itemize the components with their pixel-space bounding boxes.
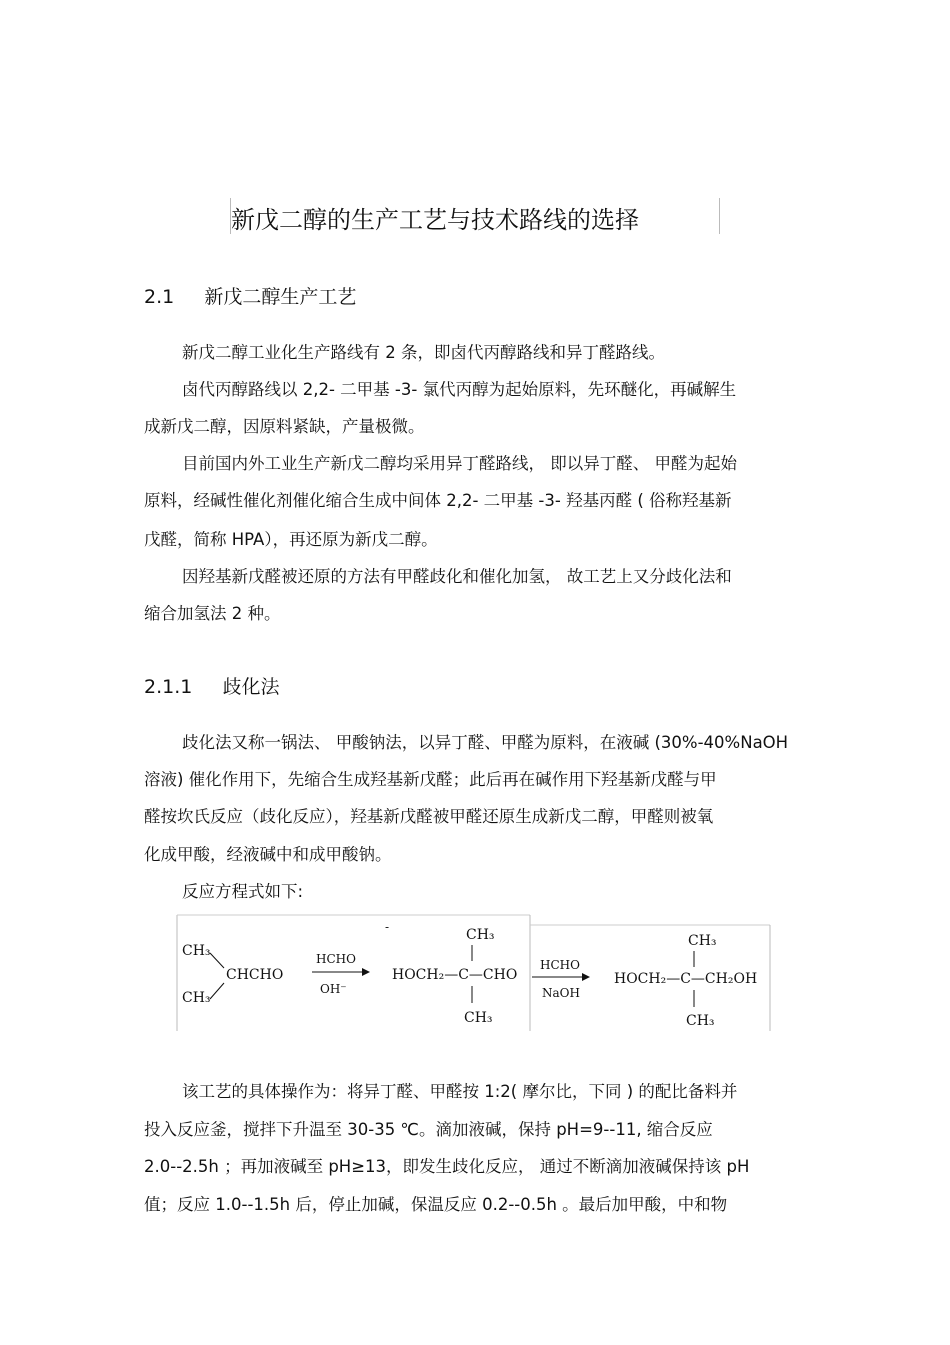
reactant-methyl-top: CH₃ — [182, 943, 211, 959]
reaction-equation-figure — [176, 913, 772, 1031]
paragraph-line: 成新戊二醇，因原料紧缺，产量极微。 — [144, 417, 425, 436]
reactant-bond-bottom — [210, 983, 224, 999]
intermediate-main: HOCH₂—C—CHO — [392, 967, 518, 983]
paragraph-line: 新戊二醇工业化生产路线有 2 条，即卤代丙醇路线和异丁醛路线。 — [182, 343, 665, 362]
stray-mark: - — [385, 920, 390, 934]
product-methyl-bottom: CH₃ — [686, 1013, 715, 1029]
arrow1-head — [362, 968, 370, 976]
product-methyl-top: CH₃ — [688, 933, 717, 949]
paragraph-line: 醛按坎氏反应（歧化反应），羟基新戊醛被甲醛还原生成新戊二醇，甲醛则被氧 — [144, 807, 714, 826]
paragraph-line: 2.0--2.5h ；再加液碱至 pH≥13，即发生歧化反应， 通过不断滴加液碱保持该 pH — [144, 1157, 750, 1176]
arrow2-head — [582, 973, 590, 981]
paragraph-line: 目前国内外工业生产新戊二醇均采用异丁醛路线， 即以异丁醛、 甲醛为起始 — [182, 454, 737, 473]
section-number: 2.1 — [144, 286, 175, 308]
paragraph-line: 因羟基新戊醛被还原的方法有甲醛歧化和催化加氢， 故工艺上又分歧化法和 — [182, 567, 732, 586]
intermediate-methyl-top: CH₃ — [466, 927, 495, 943]
reactant-bond-top — [210, 953, 224, 968]
paragraph-line: 溶液) 催化作用下，先缩合生成羟基新戊醛；此后再在碱作用下羟基新戊醛与甲 — [144, 770, 717, 789]
product-main: HOCH₂—C—CH₂OH — [614, 971, 758, 987]
reaction-equation-svg — [176, 913, 772, 1031]
paragraph-line: 反应方程式如下: — [182, 882, 304, 901]
arrow1-reagent-bottom: OH⁻ — [320, 982, 347, 996]
document-title: 新戊二醇的生产工艺与技术路线的选择 — [231, 206, 639, 234]
intermediate-methyl-bottom: CH₃ — [464, 1010, 493, 1026]
arrow1-reagent-top: HCHO — [316, 952, 356, 966]
paragraph-line: 歧化法又称一锅法、 甲酸钠法，以异丁醛、甲醛为原料，在液碱 (30%-40%NaOH — [182, 733, 789, 752]
paragraph-line: 卤代丙醇路线以 2,2- 二甲基 -3- 氯代丙醇为起始原料，先环醚化，再碱解生 — [182, 380, 737, 399]
paragraph-line: 化成甲酸，经液碱中和成甲酸钠。 — [144, 845, 392, 864]
paragraph-line: 原料，经碱性催化剂催化缩合生成中间体 2,2- 二甲基 -3- 羟基丙醛 ( 俗称羟基新 — [144, 491, 732, 510]
section-title: 新戊二醇生产工艺 — [204, 286, 357, 308]
paragraph-line: 值；反应 1.0--1.5h 后，停止加碱，保温反应 0.2--0.5h 。最后加甲酸，中和物 — [144, 1195, 728, 1214]
paragraph-line: 缩合加氢法 2 种。 — [144, 604, 281, 623]
section-heading — [144, 282, 356, 309]
paragraph-line: 该工艺的具体操作为：将异丁醛、甲醛按 1:2( 摩尔比，下同 ) 的配比备料并 — [182, 1082, 738, 1101]
arrow2-reagent-bottom: NaOH — [542, 986, 580, 1000]
subsection-title: 歧化法 — [222, 676, 280, 698]
reactant-methyl-bottom: CH₃ — [182, 990, 211, 1006]
paragraph-line: 戊醛，简称 HPA），再还原为新戊二醇。 — [144, 530, 438, 549]
paragraph-line: 投入反应釜，搅拌下升温至 30-35 ℃。滴加液碱，保持 pH=9--11, 缩合反应 — [144, 1120, 713, 1139]
subsection-number: 2.1.1 — [144, 676, 193, 698]
arrow2-reagent-top: HCHO — [540, 958, 580, 972]
reactant-group: CHCHO — [226, 967, 284, 983]
subsection-heading — [144, 672, 279, 699]
